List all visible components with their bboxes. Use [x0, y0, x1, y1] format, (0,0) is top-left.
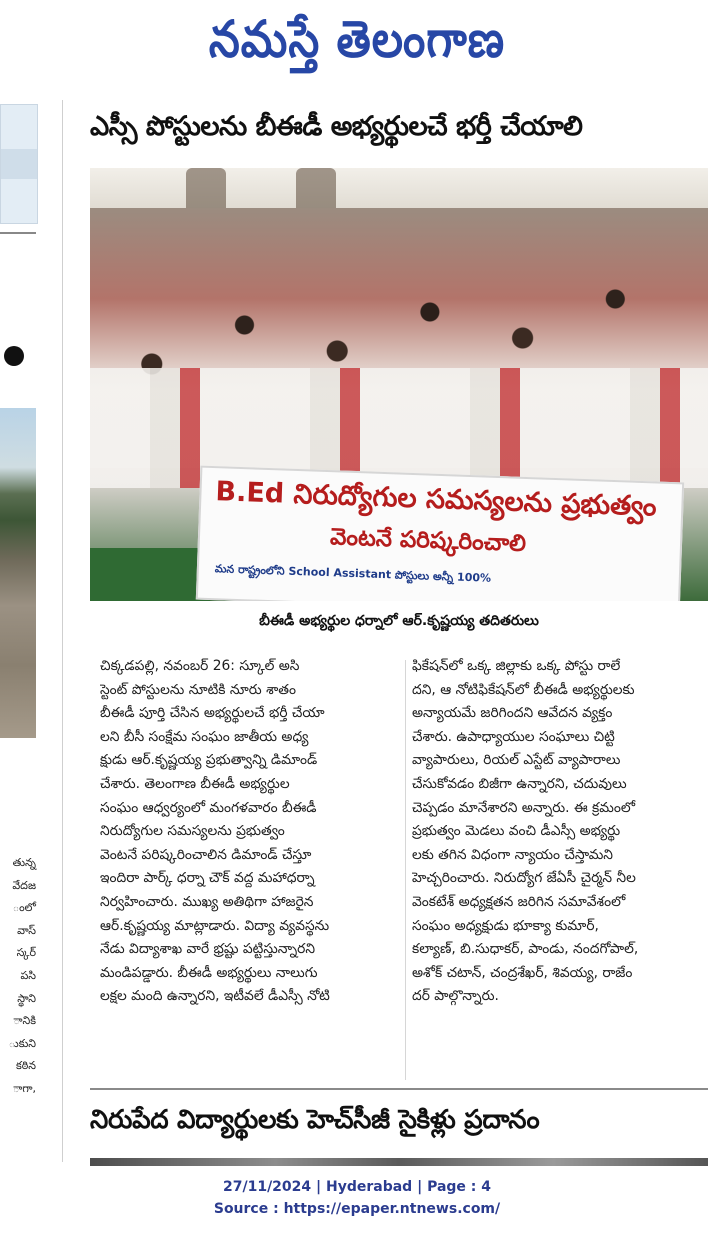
adjacent-line: ాగా,: [13, 1081, 36, 1095]
column-divider: [405, 660, 406, 1080]
second-article-photo: [90, 1158, 708, 1166]
banner-line-2: వెంటనే పరిష్కరించాలి: [329, 524, 527, 557]
adjacent-line: వాస్: [17, 923, 36, 937]
protest-banner: [196, 466, 684, 601]
bullet-dot-icon: [4, 346, 24, 366]
photo-front-row: [90, 368, 708, 488]
article-headline-text: ఎస్సీ పోస్టులను బీఈడీ అభ్యర్థులచే భర్తీ చేయాలి: [90, 111, 583, 142]
body-line: నిరుద్యోగుల సమస్యలను ప్రభుత్వం: [100, 823, 285, 840]
body-line: కల్యాణ్, బి.సుధాకర్, పాండు, నందగోపాల్,: [412, 941, 639, 958]
second-article-headline-text: నిరుపేద విద్యార్థులకు హెచ్‌సీజీ సైకిళ్లు ప్రదానం: [90, 1105, 540, 1135]
body-line: వెంకటేశ్ అధ్యక్షతన జరిగిన సమావేశంలో: [412, 893, 626, 910]
adjacent-line: పసి: [20, 968, 36, 982]
adjacent-line: స్కర్: [16, 946, 36, 960]
photo-caption-text: బీఈడీ అభ్యర్థుల ధర్నాలో ఆర్.కృష్ణయ్య తదితరులు: [259, 612, 539, 629]
body-line: నిర్వహించారు. ముఖ్య అతిథిగా హాజరైన: [100, 893, 314, 910]
article-body-column-2: [412, 655, 710, 1009]
body-line: మండిపడ్డారు. బీఈడీ అభ్యర్థులు నాలుగు: [100, 964, 318, 981]
article-body-column-1: [100, 655, 398, 1009]
footer-date-edition: 27/11/2024 | Hyderabad | Page : 4: [222, 1179, 492, 1195]
body-line: సంఘం ఆధ్వర్యంలో మంగళవారం బీఈడీ: [100, 799, 317, 816]
adjacent-photo: [0, 408, 36, 738]
body-line: లని బీసీ సంక్షేమ సంఘం జాతీయ అధ్య: [100, 728, 309, 745]
adjacent-line: ానికి: [13, 1014, 36, 1028]
body-line: సంఘం అధ్యక్షుడు భూక్యా కుమార్,: [412, 917, 599, 934]
body-line: ప్రభుత్వం మెడలు వంచి డీఎస్సీ అభ్యర్థు: [412, 823, 621, 840]
adjacent-graphic-box: [0, 104, 38, 224]
body-line: లకు తగిన విధంగా న్యాయం చేస్తామని: [412, 846, 613, 863]
adjacent-line: తున్న: [12, 856, 36, 869]
adjacent-line: ుకుని: [8, 1036, 36, 1050]
adjacent-line: ంలో: [12, 901, 36, 915]
article-photo: [90, 168, 708, 601]
footer-source-link[interactable]: Source : https://epaper.ntnews.com/: [213, 1201, 501, 1217]
body-line: వెంటనే పరిష్కరించాలిన డిమాండ్ చేస్తూ: [100, 846, 312, 863]
body-line: హెచ్చరించారు. నిరుద్యోగ జేఏసీ చైర్మన్ నీల: [412, 870, 636, 887]
photo-caption: [90, 607, 708, 637]
body-line: ఫికేషన్‌లో ఒక్క జిల్లాకు ఒక్క పోస్టు రాలే: [412, 658, 621, 674]
body-line: దర్ పాల్గొన్నారు.: [412, 988, 499, 1005]
body-line: చేసుకోవడం బిజీగా ఉన్నారని, చదువులు: [412, 775, 627, 792]
body-line: దని, ఆ నోటిఫికేషన్‌లో బీఈడీ అభ్యర్థులకు: [412, 681, 635, 698]
photo-ground: [90, 548, 210, 601]
adjacent-rule: [0, 232, 36, 234]
page-footer: [0, 1176, 714, 1236]
body-line: లక్షల మంది ఉన్నారని, ఇటీవలే డీఎస్సీ నోటి: [100, 988, 330, 1005]
body-line: చేశారు. తెలంగాణ బీఈడీ అభ్యర్థుల: [100, 775, 290, 792]
section-rule: [90, 1088, 708, 1090]
adjacent-article-fragment: [0, 100, 62, 1162]
adjacent-line: స్థాని: [17, 991, 36, 1005]
body-line: వ్యాపారులు, రియల్ ఎస్టేట్ వ్యాపారాలు: [412, 752, 621, 769]
body-line: ఆర్.కృష్ణయ్య మాట్లాడారు. విద్యా వ్యవస్థను: [100, 917, 330, 934]
body-line: అన్యాయమే జరిగిందని ఆవేదన వ్యక్తం: [412, 705, 613, 722]
body-line: అశోక్ చటాన్, చంద్రశేఖర్, శివయ్య, రాజేం: [412, 964, 633, 981]
body-line: నేడు విద్యాశాఖ వారే భ్రష్టు పట్టిస్తున్నారని: [100, 941, 316, 958]
body-line: స్టెంట్ పోస్టులను నూటికి నూరు శాతం: [100, 681, 296, 698]
body-line: క్షుడు ఆర్.కృష్ణయ్య ప్రభుత్వాన్ని డిమాండ్: [100, 752, 318, 769]
column-rule: [62, 100, 63, 1162]
article-headline: [90, 102, 708, 158]
adjacent-text-lines: [0, 852, 62, 1101]
body-line: ఇందిరా పార్క్ ధర్నా చౌక్ వద్ద మహాధర్నా: [100, 870, 315, 887]
adjacent-line: కఠిన: [16, 1059, 36, 1073]
masthead: [0, 0, 714, 92]
body-line: చిక్కడపల్లి, నవంబర్ 26: స్కూల్ అసి: [100, 658, 300, 674]
body-line: బీఈడీ పూర్తి చేసిన అభ్యర్థులచే భర్తీ చేయా: [100, 705, 325, 722]
adjacent-line: వేదజ: [12, 878, 36, 892]
body-line: చేశారు. ఉపాధ్యాయుల సంఘాలు చిట్టి: [412, 728, 615, 745]
body-line: చెప్పడం మానేశారని అన్నారు. ఈ క్రమంలో: [412, 799, 636, 816]
banner-line-1: B.Ed నిరుద్యోగుల సమస్యలను ప్రభుత్వం: [215, 476, 657, 523]
banner-line-3: మన రాష్ట్రంలోని School Assistant పోస్టులు అన్నీ 100%: [214, 562, 492, 585]
second-article-headline: [90, 1096, 708, 1150]
masthead-title: నమస్తే తెలంగాణ: [208, 10, 506, 69]
